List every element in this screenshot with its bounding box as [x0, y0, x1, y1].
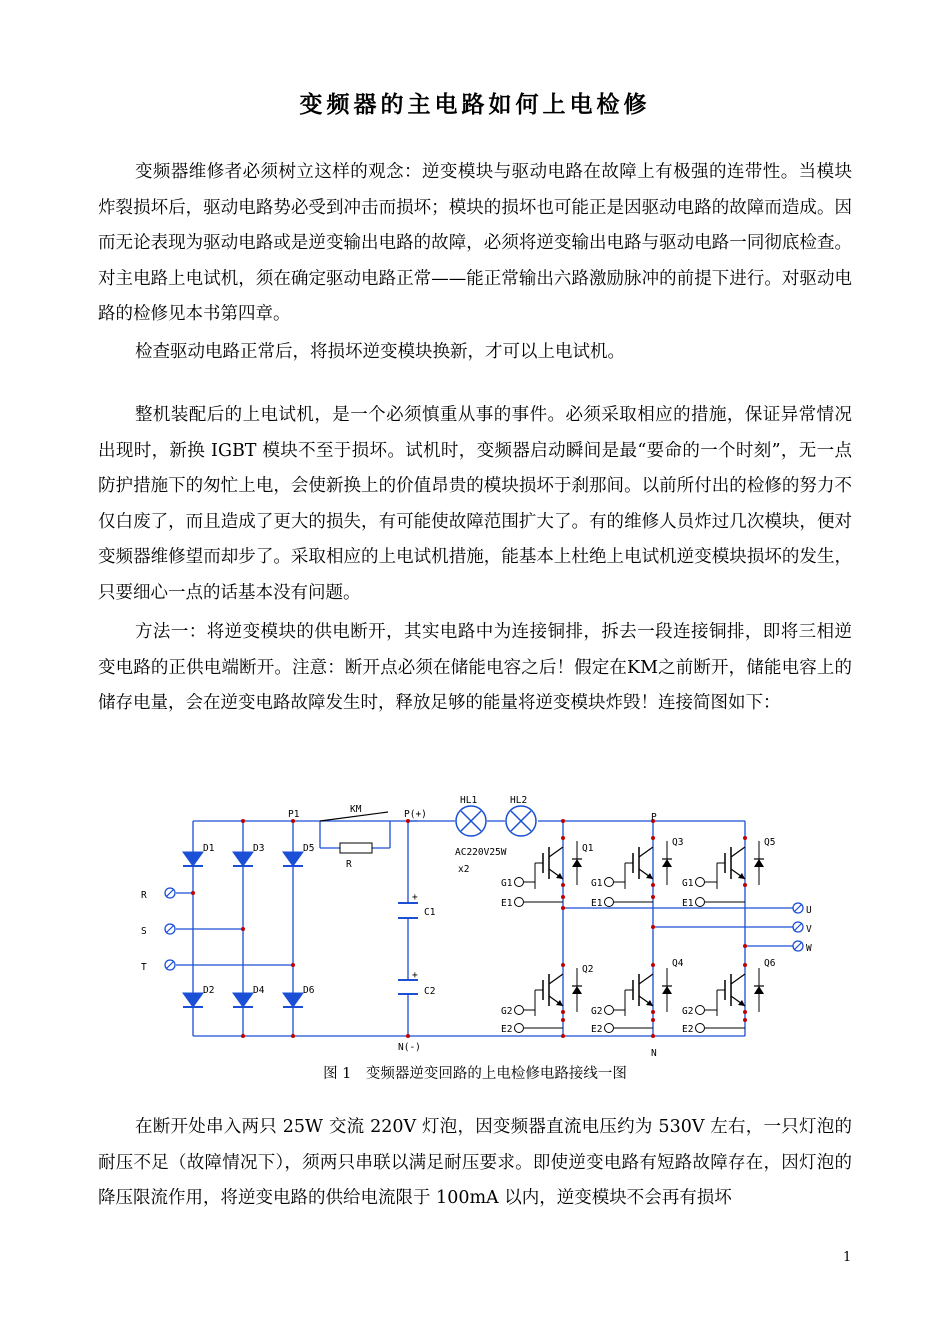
label-g2-b: G2: [591, 1006, 603, 1017]
label-w: W: [806, 943, 812, 954]
label-p-plus: P(+): [404, 809, 427, 820]
label-q1: Q1: [582, 843, 594, 854]
label-d6: D6: [303, 985, 315, 996]
paragraph-1: 变频器维修者必须树立这样的观念：逆变模块与驱动电路在故障上有极强的连带性。当模块炸裂损坏后，驱动电路势必受到冲击而损坏；模块的损坏也可能正是因驱动电路的故障而造成。因而无论表现为驱动电路或是逆变输出电路的故障，必须将逆变输出电路与驱动电路一同彻底检查。对主电路上电试机，须在确定驱动电路正常——能正常输出六路激励脉冲的前提下进行。对驱动电路的检修见本书第四章。: [98, 162, 852, 324]
label-t: T: [141, 962, 147, 973]
label-n: N: [651, 1048, 657, 1059]
label-n-minus: N(-): [398, 1042, 421, 1053]
label-resistor: R: [346, 859, 352, 870]
label-g2-c: G2: [682, 1006, 694, 1017]
circuit-diagram: [0, 780, 950, 1065]
label-u: U: [806, 905, 812, 916]
label-e2-a: E2: [501, 1024, 513, 1035]
label-q2: Q2: [582, 964, 594, 975]
label-q6: Q6: [764, 958, 776, 969]
label-g1-c: G1: [682, 878, 694, 889]
label-r: R: [141, 890, 147, 901]
label-g2-a: G2: [501, 1006, 513, 1017]
label-lamp-spec: AC220V25W: [455, 847, 507, 858]
paragraph-3: 整机装配后的上电试机，是一个必须慎重从事的事件。必须采取相应的措施，保证异常情况出现时，新换 IGBT 模块不至于损坏。试机时，变频器启动瞬间是最“要命的一个时刻”，无一点防护措施下的匆忙上电，会使新换上的价值昂贵的模块损坏于刹那间。以前所付出的检修的努力不仅白废了，而且造成了更大的损失，有可能使故障范围扩大了。有的维修人员炸过几次模块，便对变频器维修望而却步了。采取相应的上电试机措施，能基本上杜绝上电试机逆变模块损坏的发生，只要细心一点的话基本没有问题。: [98, 405, 852, 603]
label-e1-c: E1: [682, 898, 694, 909]
label-e2-b: E2: [591, 1024, 603, 1035]
label-d5: D5: [303, 843, 315, 854]
paragraph-2: 检查驱动电路正常后，将损坏逆变模块换新，才可以上电试机。: [135, 342, 625, 362]
label-c1: C1: [424, 907, 436, 918]
figure-caption: 图 1 变频器逆变回路的上电检修电路接线一图: [323, 1066, 627, 1082]
label-s: S: [141, 926, 147, 937]
label-d4: D4: [253, 985, 265, 996]
label-g1-a: G1: [501, 878, 513, 889]
label-g1-b: G1: [591, 878, 603, 889]
label-q5: Q5: [764, 837, 776, 848]
document-title: 变频器的主电路如何上电检修: [299, 91, 651, 118]
label-e1-b: E1: [591, 898, 603, 909]
label-d1: D1: [203, 843, 215, 854]
label-c2: C2: [424, 986, 436, 997]
paragraph-5: 在断开处串入两只 25W 交流 220V 灯泡，因变频器直流电压约为 530V 左右，一只灯泡的耐压不足（故障情况下），须两只串联以满足耐压要求。即使逆变电路有短路故障存在，因灯泡的降压限流作用，将逆变电路的供给电流限于 100mA 以内，逆变模块不会再有损坏: [98, 1117, 852, 1208]
label-d3: D3: [253, 843, 265, 854]
label-e2-c: E2: [682, 1024, 694, 1035]
label-hl1: HL1: [460, 795, 478, 806]
label-q4: Q4: [672, 958, 684, 969]
label-x2: x2: [458, 864, 470, 875]
label-c1-plus: +: [412, 892, 418, 903]
label-p1: P1: [288, 809, 300, 820]
label-e1-a: E1: [501, 898, 513, 909]
paragraph-4: 方法一：将逆变模块的供电断开，其实电路中为连接铜排，拆去一段连接铜排，即将三相逆变电路的正供电端断开。注意：断开点必须在储能电容之后！假定在KM之前断开，储能电容上的储存电量，会在逆变电路故障发生时，释放足够的能量将逆变模块炸毁！连接简图如下：: [98, 622, 852, 713]
page-number: 1: [843, 1250, 852, 1265]
label-p: P: [651, 812, 657, 823]
label-v: V: [806, 924, 812, 935]
label-d2: D2: [203, 985, 215, 996]
label-q3: Q3: [672, 837, 684, 848]
label-c2-plus: +: [412, 970, 418, 981]
label-hl2: HL2: [510, 795, 528, 806]
label-km: KM: [350, 804, 362, 815]
